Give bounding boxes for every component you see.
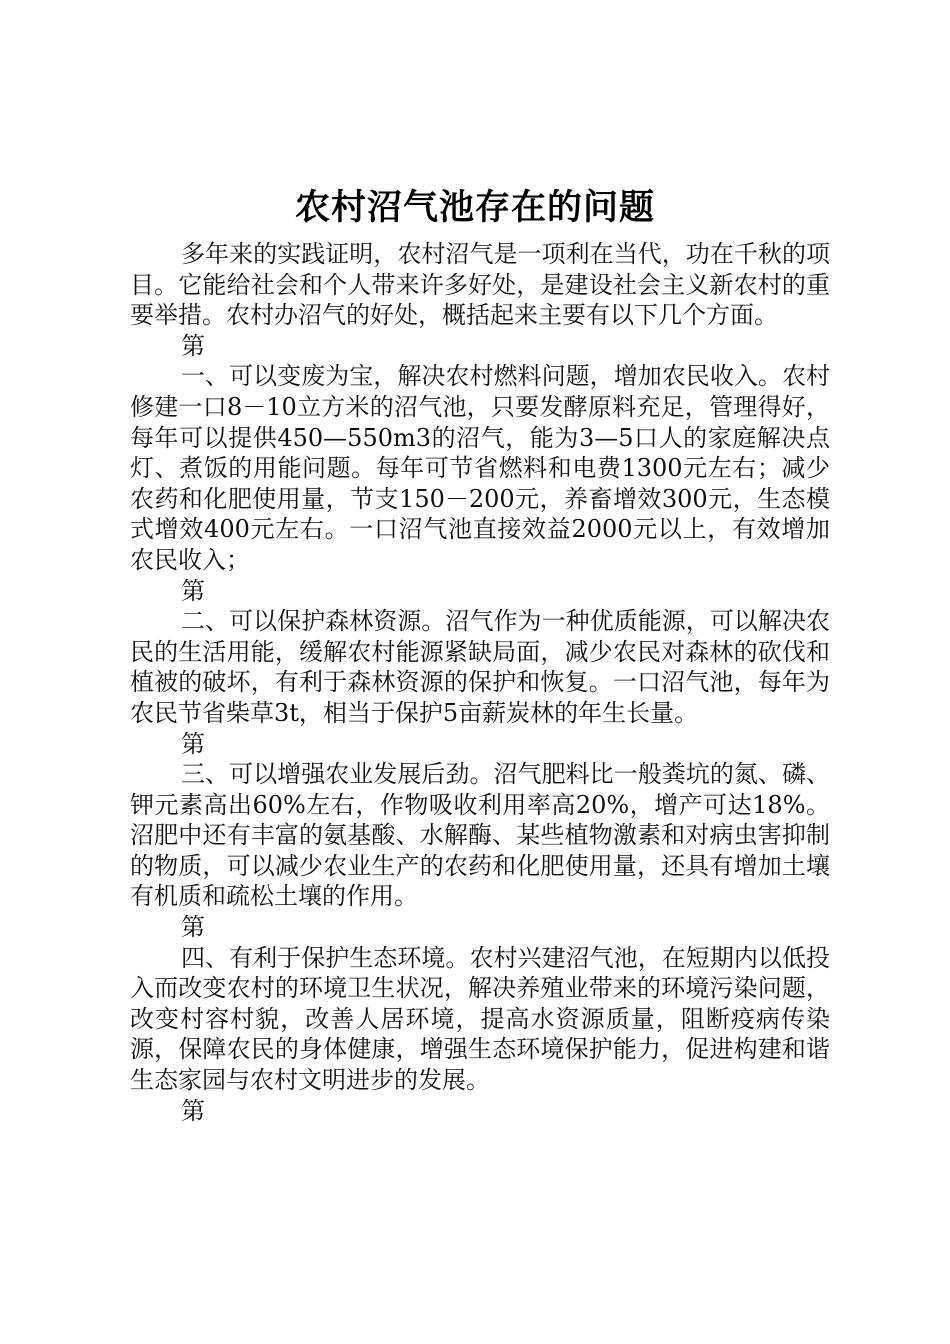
- section-marker: 第: [181, 576, 205, 605]
- intro-paragraph: 多年来的实践证明，农村沼气是一项利在当代，功在千秋的项目。它能给社会和个人带来许多好处，是建设社会主义新农村的重要举措。农村办沼气的好处，概括起来主要有以下几个方面。: [130, 240, 830, 330]
- section-marker: 第: [181, 331, 205, 360]
- document-body: [130, 239, 830, 1126]
- section-marker: 第: [181, 913, 205, 942]
- section-marker: 第: [181, 1096, 205, 1125]
- section-paragraph-1: 一、可以变废为宝，解决农村燃料问题，增加农民收入。农村修建一口8－10立方米的沼气池，只要发酵原料充足，管理得好，每年可以提供450—550m3的沼气，能为3—5口人的家庭解决点灯、煮饭的用能问题。每年可节省燃料和电费1300元左右；减少农药和化肥使用量，节支150－200元，养畜增效300元，生态模式增效400元左右。一口沼气池直接效益2000元以上，有效增加农民收入；: [130, 362, 830, 574]
- section-paragraph-3: 三、可以增强农业发展后劲。沼气肥料比一般粪坑的氮、磷、钾元素高出60%左右，作物吸收利用率高20%，增产可达18%。沼肥中还有丰富的氨基酸、水解酶、某些植物激素和对病虫害抑制的物质，可以减少农业生产的农药和化肥使用量，还具有增加土壤有机质和疏松土壤的作用。: [130, 760, 830, 911]
- section-marker: 第: [181, 729, 205, 758]
- section-paragraph-2: 二、可以保护森林资源。沼气作为一种优质能源，可以解决农民的生活用能，缓解农村能源紧缺局面，减少农民对森林的砍伐和植被的破坏，有利于森林资源的保护和恢复。一口沼气池，每年为农民节省柴草3t，相当于保护5亩薪炭林的年生长量。: [130, 607, 830, 727]
- section-paragraph-4: 四、有利于保护生态环境。农村兴建沼气池，在短期内以低投入而改变农村的环境卫生状况，解决养殖业带来的环境污染问题，改变村容村貌，改善人居环境，提高水资源质量，阻断疫病传染源，保障农民的身体健康，增强生态环境保护能力，促进构建和谐生态家园与农村文明进步的发展。: [130, 943, 830, 1095]
- document-title: 农村沼气池存在的问题: [294, 187, 655, 228]
